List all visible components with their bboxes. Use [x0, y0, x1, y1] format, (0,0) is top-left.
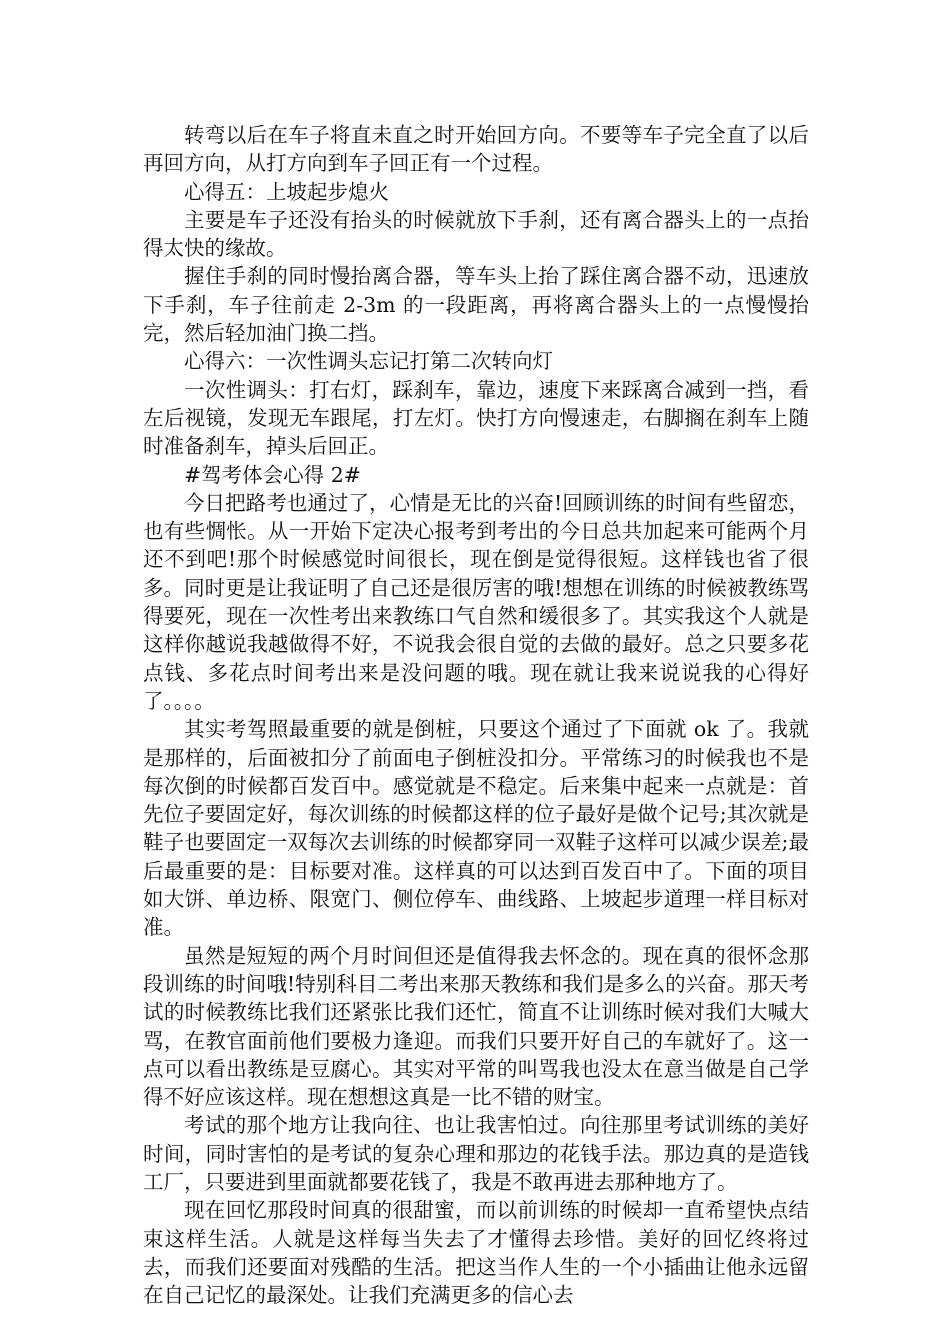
heading-tip-six: 心得六：一次性调头忘记打第二次转向灯	[184, 349, 553, 374]
document-body	[143, 121, 809, 1309]
heading-tip-five: 心得五：上坡起步熄火	[184, 179, 389, 204]
paragraph-conclusion: 现在回忆那段时间真的很甜蜜，而以前训练的时候却一直希望快点结束这样生活。人就是这样每当失去了才懂得去珍惜。美好的回忆终将过去，而我们还要面对残酷的生活。把这当作人生的一个小插曲让他永远留在自己记忆的最深处。让我们充满更多的信心去	[143, 1198, 809, 1308]
paragraph-memories: 虽然是短短的两个月时间但还是值得我去怀念的。现在真的很怀念那段训练的时间哦!特别科目二考出来那天教练和我们是多么的兴奋。那天考试的时候教练比我们还紧张比我们还忙，简直不让训练时候对我们大喊大骂，在教官面前他们要极力逢迎。而我们只要开好自己的车就好了。这一点可以看出教练是豆腐心。其实对平常的叫骂我也没太在意当做是自己学得不好应该这样。现在想想这真是一比不错的财宝。	[143, 943, 809, 1110]
paragraph-stall-solution: 握住手刹的同时慢抬离合器，等车头上抬了踩住离合器不动，迅速放下手刹，车子往前走 2-3m 的一段距离，再将离合器头上的一点慢慢抬完，然后轻加油门换二挡。	[143, 264, 809, 346]
paragraph-stall-cause: 主要是车子还没有抬头的时候就放下手刹，还有离合器头上的一点抬得太快的缘故。	[143, 207, 809, 261]
paragraph-road-test: 今日把路考也通过了，心情是无比的兴奋!回顾训练的时间有些留恋，也有些惆怅。从一开始下定决心报考到考出的今日总共加起来可能两个月还不到吧!那个时候感觉时间很长，现在倒是觉得很短。这样钱也省了很多。同时更是让我证明了自己还是很厉害的哦!想想在训练的时候被教练骂得要死，现在一次性考出来教练口气自然和缓很多了。其实我这个人就是这样你越说我越做得不好，不说我会很自觉的去做的最好。总之只要多花点钱、多花点时间考出来是没问题的哦。现在就让我来说说我的心得好了。。。。	[143, 490, 809, 713]
paragraph-reverse-parking: 其实考驾照最重要的就是倒桩，只要这个通过了下面就 ok 了。我就是那样的，后面被扣分了前面电子倒桩没扣分。平常练习的时候我也不是每次倒的时候都百发百中。感觉就是不稳定。后来集中起来一点就是：首先位子要固定好，每次训练的时候都这样的位子最好是做个记号;其次就是鞋子也要固定一双每次去训练的时候都穿同一双鞋子这样可以减少误差;最后最重要的是：目标要对准。这样真的可以达到百发百中了。下面的项目如大饼、单边桥、限宽门、侧位停车、曲线路、上坡起步道理一样目标对准。	[143, 717, 809, 940]
paragraph-exam-site: 考试的那个地方让我向往、也让我害怕过。向往那里考试训练的美好时间，同时害怕的是考试的复杂心理和那边的花钱手法。那边真的是造钱工厂，只要进到里面就都要花钱了，我是不敢再进去那种地方了。	[143, 1113, 809, 1194]
heading-section-two: #驾考体会心得 2#	[184, 462, 361, 487]
paragraph-u-turn: 一次性调头：打右灯，踩刹车，靠边，速度下来踩离合减到一挡，看左后视镜，发现无车跟尾，打左灯。快打方向慢速走，右脚搁在刹车上随时准备刹车，掉头后回正。	[143, 377, 809, 459]
paragraph-turning: 转弯以后在车子将直未直之时开始回方向。不要等车子完全直了以后再回方向，从打方向到车子回正有一个过程。	[143, 123, 809, 176]
